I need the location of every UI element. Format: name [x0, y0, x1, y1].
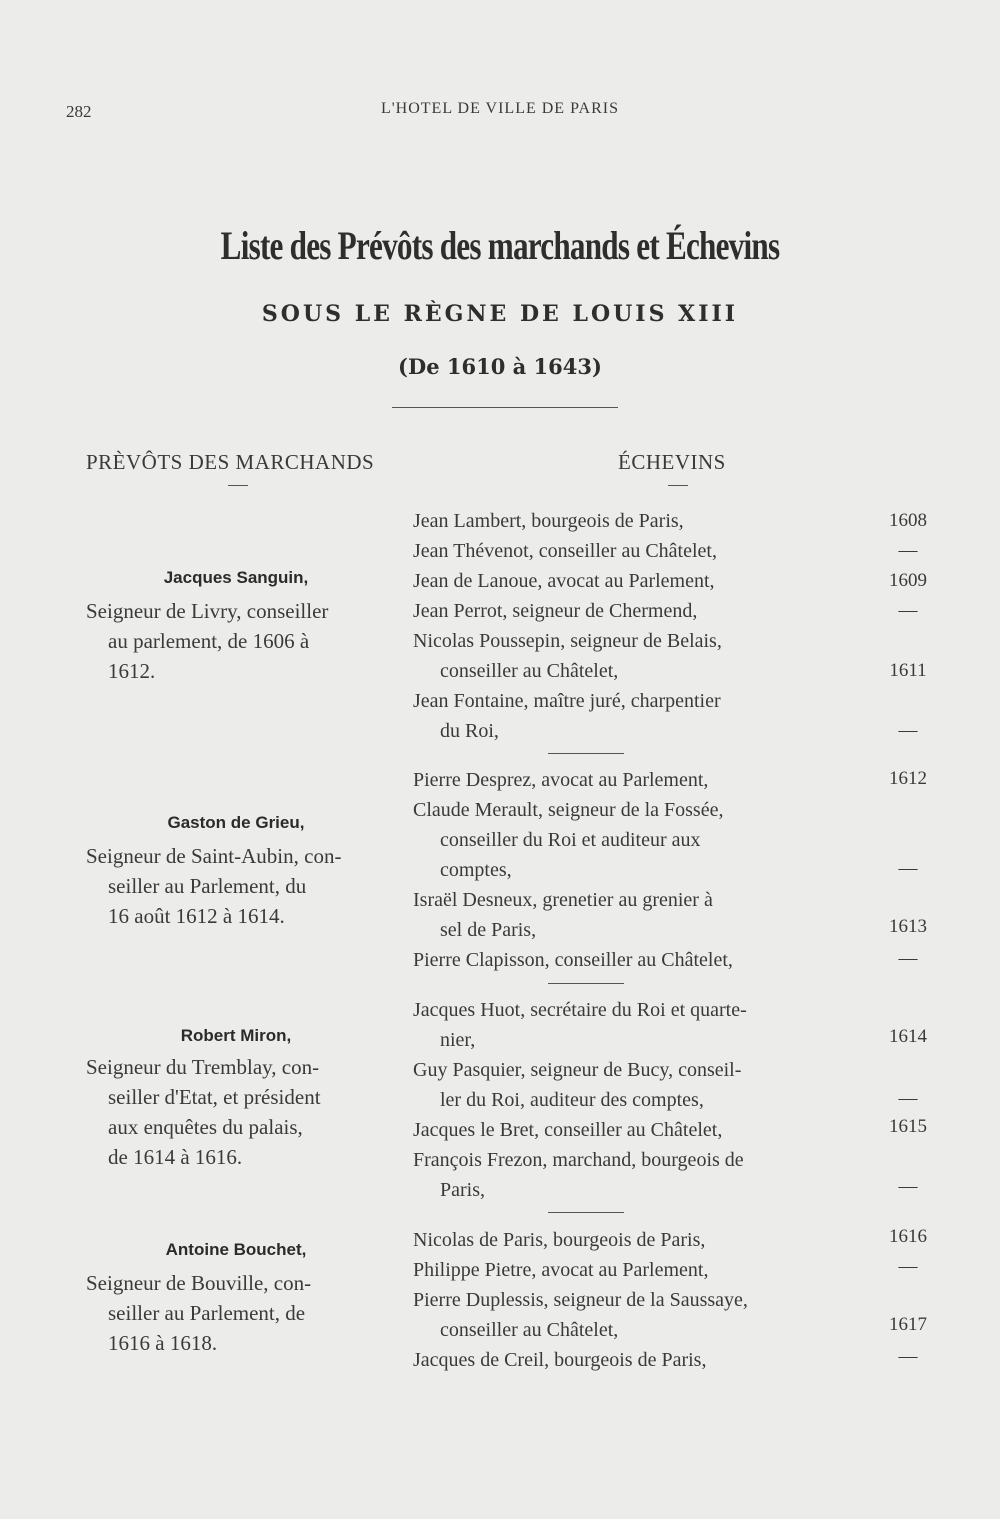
- echevin-line: ler du Roi, auditeur des comptes,: [440, 1089, 704, 1111]
- echevin-line: Guy Pasquier, seigneur de Bucy, conseil-: [413, 1059, 742, 1081]
- prevot-desc-line: Seigneur de Bouville, con-: [86, 1271, 312, 1295]
- echevin-line: Jean Fontaine, maître juré, charpentier: [413, 690, 721, 712]
- prevot-description: [86, 841, 390, 931]
- year-entry: —: [898, 948, 918, 969]
- echevin-line: conseiller au Châtelet,: [440, 660, 619, 682]
- prevot-desc-line: aux enquêtes du palais,: [108, 1115, 303, 1139]
- echevin-line: Jean Perrot, seigneur de Chermend,: [413, 600, 698, 622]
- page-number: 282: [66, 102, 92, 121]
- echevins-heading-dash: [668, 485, 688, 486]
- echevin-line: Paris,: [440, 1179, 485, 1201]
- year-entry: —: [898, 1088, 918, 1109]
- prevot-desc-line: de 1614 à 1616.: [108, 1145, 243, 1169]
- prevot-desc-line: seiller au Parlement, du: [108, 874, 307, 898]
- echevin-line: François Frezon, marchand, bourgeois de: [413, 1149, 744, 1171]
- year-entry: —: [898, 600, 918, 621]
- prevots-heading: PRÈVÔTS DES MARCHANDS: [86, 450, 375, 474]
- echevin-line: Claude Merault, seigneur de la Fossée,: [413, 799, 724, 821]
- echevin-line: Nicolas Poussepin, seigneur de Belais,: [413, 630, 722, 652]
- prevot-name: Gaston de Grieu,: [167, 813, 305, 832]
- prevot-desc-line: Seigneur du Tremblay, con-: [86, 1055, 320, 1079]
- main-title: Liste des Prévôts des marchands et Échevins: [220, 223, 780, 268]
- echevin-line: Pierre Duplessis, seigneur de la Saussaye,: [413, 1289, 748, 1311]
- echevin-line: conseiller au Châtelet,: [440, 1319, 619, 1341]
- title-rule: [392, 407, 618, 408]
- year-entry: 1616: [889, 1226, 927, 1247]
- echevin-line: Israël Desneux, grenetier au grenier à: [413, 889, 713, 911]
- year-entry: —: [898, 1176, 918, 1197]
- echevin-line: Jean de Lanoue, avocat au Parlement,: [413, 570, 715, 592]
- year-entry: —: [898, 858, 918, 879]
- year-entry: 1609: [889, 570, 927, 591]
- echevin-line: comptes,: [440, 859, 512, 881]
- prevot-desc-line: 16 août 1612 à 1614.: [108, 904, 285, 928]
- running-title: L'HOTEL DE VILLE DE PARIS: [381, 100, 619, 117]
- prevot-name: Antoine Bouchet,: [165, 1240, 307, 1259]
- prevot-desc-line: 1612.: [108, 659, 156, 683]
- echevin-line: sel de Paris,: [440, 919, 537, 941]
- echevin-line: conseiller du Roi et auditeur aux: [440, 829, 701, 851]
- prevot-desc-line: seiller d'Etat, et président: [108, 1085, 321, 1109]
- prevot-desc-line: seiller au Parlement, de: [108, 1301, 306, 1325]
- year-entry: 1611: [889, 660, 927, 681]
- echevin-line: Jacques le Bret, conseiller au Châtelet,: [413, 1119, 723, 1141]
- year-entry: 1613: [889, 916, 927, 937]
- echevin-line: nier,: [440, 1029, 476, 1051]
- echevin-line: Pierre Clapisson, conseiller au Châtelet,: [413, 949, 733, 971]
- group-separator: [548, 983, 624, 984]
- date-range: (De 1610 à 1643): [398, 354, 602, 379]
- group-separator: [548, 1212, 624, 1213]
- year-entry: 1612: [889, 768, 927, 789]
- year-entry: —: [898, 1346, 918, 1367]
- echevin-line: Jean Lambert, bourgeois de Paris,: [413, 510, 684, 532]
- year-entry: 1608: [889, 510, 927, 531]
- year-entry: 1617: [889, 1314, 927, 1335]
- prevot-description: [86, 1268, 390, 1358]
- echevins-heading: ÉCHEVINS: [618, 450, 726, 474]
- prevot-desc-line: au parlement, de 1606 à: [108, 629, 310, 653]
- echevin-line: Philippe Pietre, avocat au Parlement,: [413, 1259, 709, 1281]
- subtitle: SOUS LE RÈGNE DE LOUIS XIII: [261, 301, 739, 327]
- year-entry: 1615: [889, 1116, 927, 1137]
- year-entry: —: [898, 540, 918, 561]
- prevot-name: Jacques Sanguin,: [163, 568, 309, 587]
- echevin-line: Nicolas de Paris, bourgeois de Paris,: [413, 1229, 706, 1251]
- echevin-line: Pierre Desprez, avocat au Parlement,: [413, 769, 709, 791]
- prevot-description: [86, 596, 390, 686]
- group-separator: [548, 753, 624, 754]
- year-entry: —: [898, 720, 918, 741]
- prevots-heading-dash: [228, 485, 248, 486]
- echevin-line: du Roi,: [440, 720, 499, 742]
- prevot-desc-line: Seigneur de Livry, conseiller: [86, 599, 329, 623]
- prevot-desc-line: Seigneur de Saint-Aubin, con-: [86, 844, 342, 868]
- echevin-line: Jean Thévenot, conseiller au Châtelet,: [413, 540, 717, 562]
- echevin-line: Jacques Huot, secrétaire du Roi et quarte-: [413, 999, 747, 1021]
- prevot-name: Robert Miron,: [180, 1026, 292, 1045]
- echevin-line: Jacques de Creil, bourgeois de Paris,: [413, 1349, 707, 1371]
- prevot-description: [86, 1052, 390, 1172]
- year-entry: —: [898, 1256, 918, 1277]
- year-entry: 1614: [889, 1026, 927, 1047]
- prevot-desc-line: 1616 à 1618.: [108, 1331, 218, 1355]
